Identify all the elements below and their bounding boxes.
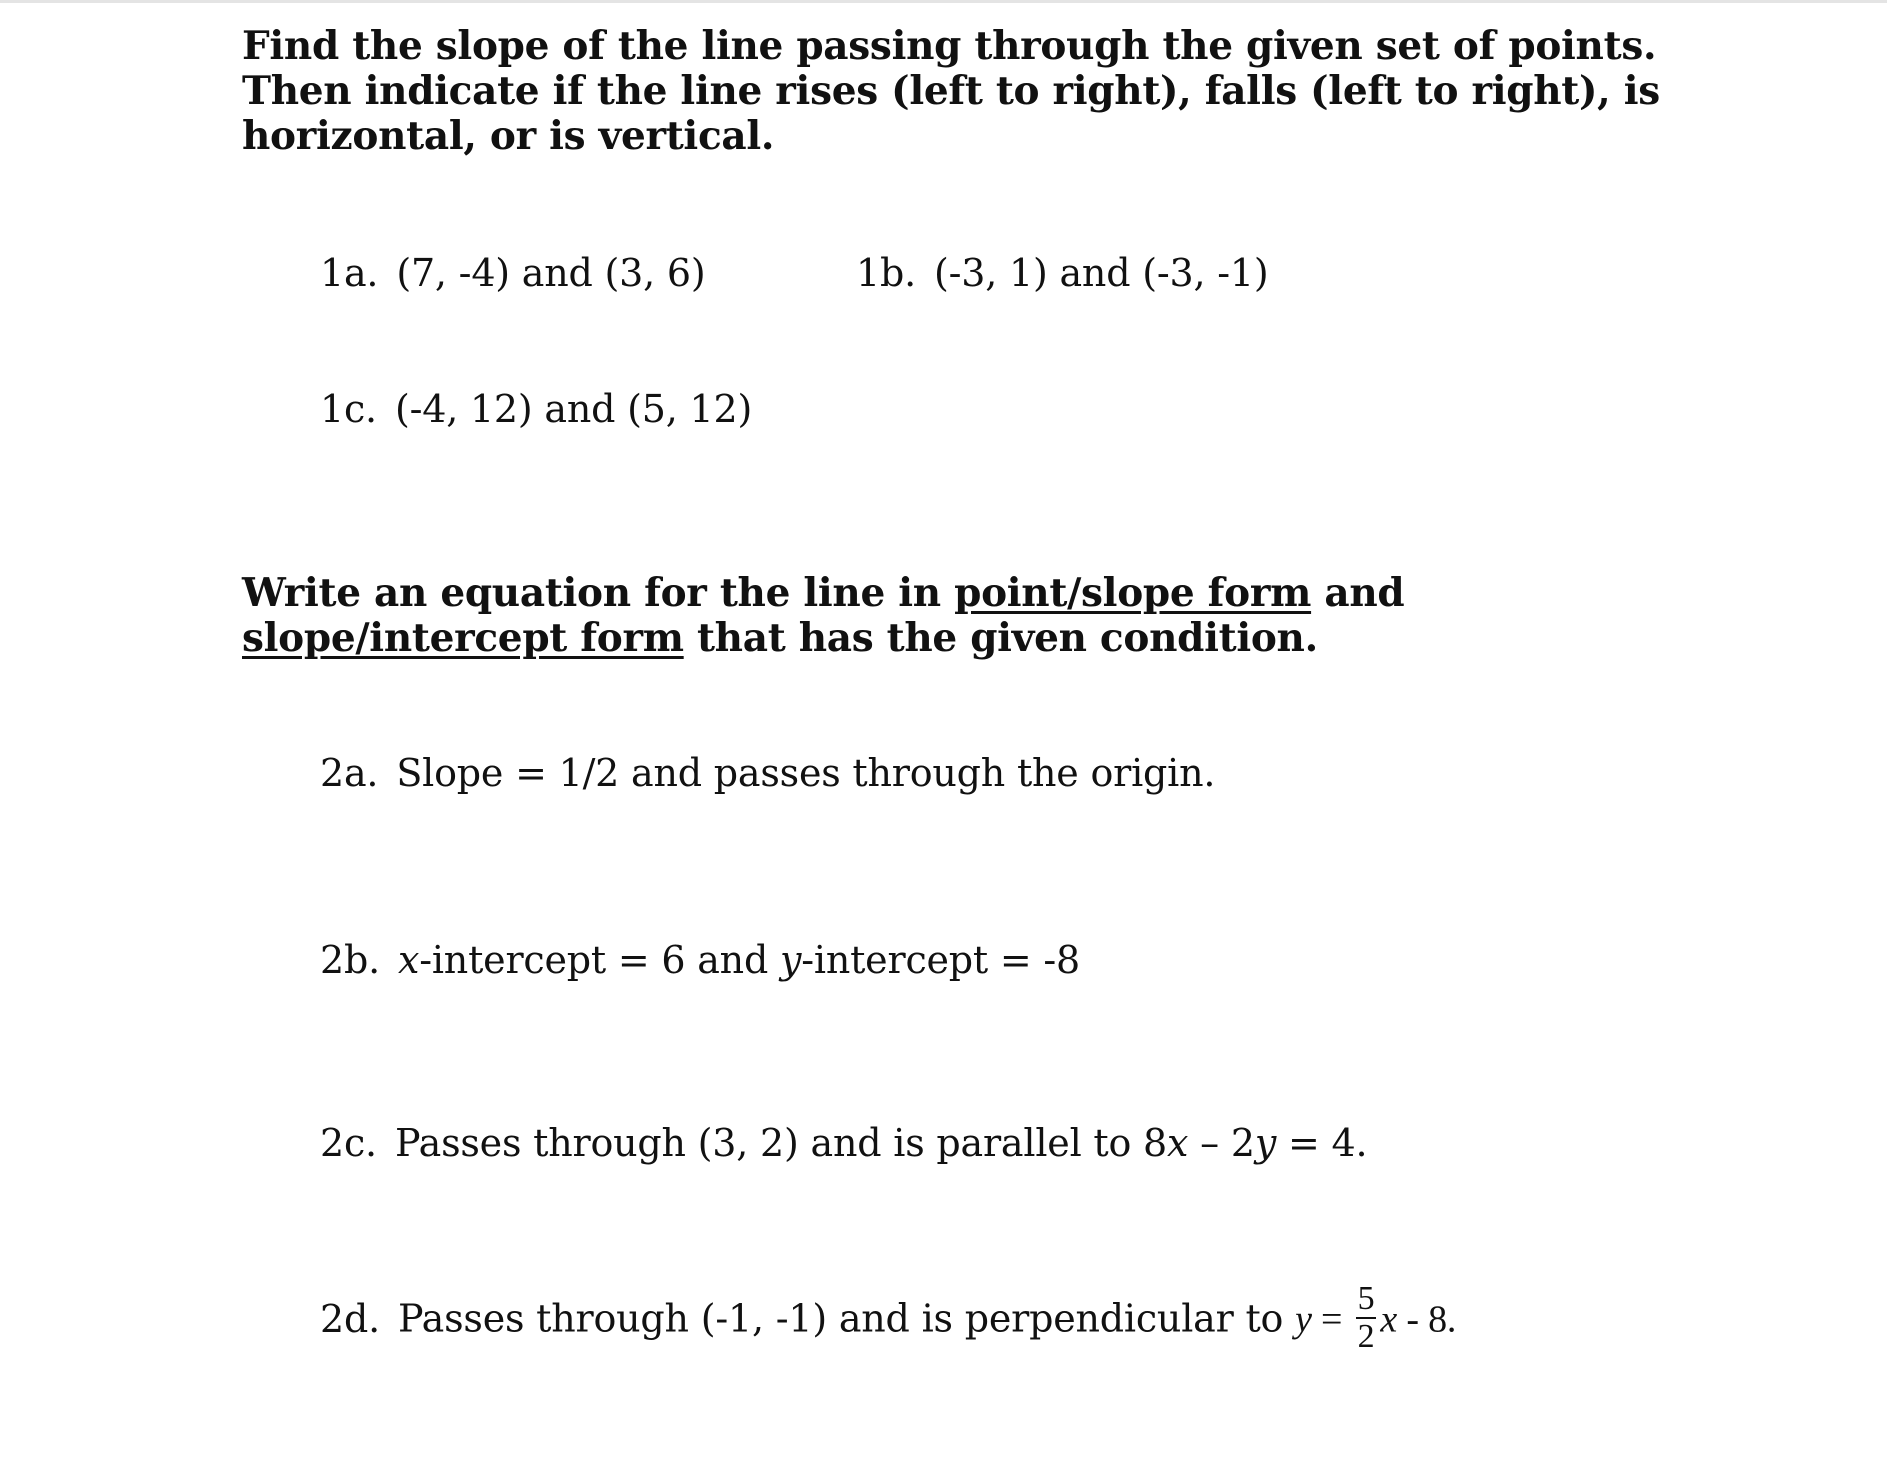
variable-x: x <box>397 938 420 982</box>
problem-text: (-3, 1) and (-3, -1) <box>933 251 1269 295</box>
page-top-border <box>0 0 1887 3</box>
problem-2a <box>320 750 1215 796</box>
section1-instructions <box>242 24 1672 159</box>
variable-x: x <box>1167 1121 1189 1165</box>
equals-sign: = <box>1311 1298 1352 1341</box>
problem-text: Passes through (3, 2) and is parallel to 8 <box>394 1121 1168 1165</box>
problem-text: -intercept = 6 and <box>419 938 780 982</box>
section2-instruction-line-1 <box>242 571 1672 616</box>
variable-y: y <box>779 938 802 982</box>
problem-2b <box>320 937 1080 983</box>
problem-label: 2a. <box>320 751 379 795</box>
section1-instruction-line: Find the slope of the line passing through the given set of points. <box>242 23 1657 69</box>
section2-instructions <box>242 571 1672 661</box>
problem-1b <box>856 250 1268 296</box>
problem-text: Passes through (-1, -1) and is perpendicular to <box>397 1296 1296 1341</box>
problem-label: 2d. <box>320 1296 380 1341</box>
problem-1c <box>320 386 752 432</box>
point-slope-form-term: point/slope form <box>954 570 1312 616</box>
variable-y: y <box>1254 1121 1277 1165</box>
problem-text: = 4. <box>1276 1121 1368 1165</box>
section2-instruction-line-2 <box>242 616 1672 661</box>
problem-text: Slope = 1/2 and passes through the origin. <box>396 751 1216 795</box>
problem-label: 1b. <box>856 251 916 295</box>
variable-y: y <box>1295 1298 1312 1341</box>
problem-1a <box>320 250 706 296</box>
section1-instruction-line: horizontal, or is vertical. <box>242 113 775 159</box>
problem-label: 2c. <box>320 1121 377 1165</box>
problem-text: (7, -4) and (3, 6) <box>396 251 706 295</box>
slope-fraction <box>1356 1281 1377 1355</box>
problem-text: – 2 <box>1188 1121 1255 1165</box>
fraction-denominator: 2 <box>1357 1318 1375 1355</box>
fraction-numerator: 5 <box>1357 1280 1375 1317</box>
instruction-text: and <box>1311 570 1405 616</box>
instruction-text: Write an equation for the line in <box>242 570 955 616</box>
problem-text: -intercept = -8 <box>801 938 1081 982</box>
problem-label: 1a. <box>320 251 379 295</box>
problem-2c <box>320 1120 1367 1166</box>
problem-label: 2b. <box>320 938 380 982</box>
slope-intercept-form-term: slope/intercept form <box>242 615 684 661</box>
section1-instruction-line: Then indicate if the line rises (left to right), falls (left to right), is <box>242 68 1660 114</box>
instruction-text: that has the given condition. <box>683 615 1318 661</box>
variable-x: x <box>1380 1298 1398 1341</box>
problem-text: (-4, 12) and (5, 12) <box>394 387 753 431</box>
problem-2d <box>320 1280 1457 1359</box>
problem-text: - 8. <box>1397 1298 1457 1341</box>
problem-label: 1c. <box>320 387 377 431</box>
